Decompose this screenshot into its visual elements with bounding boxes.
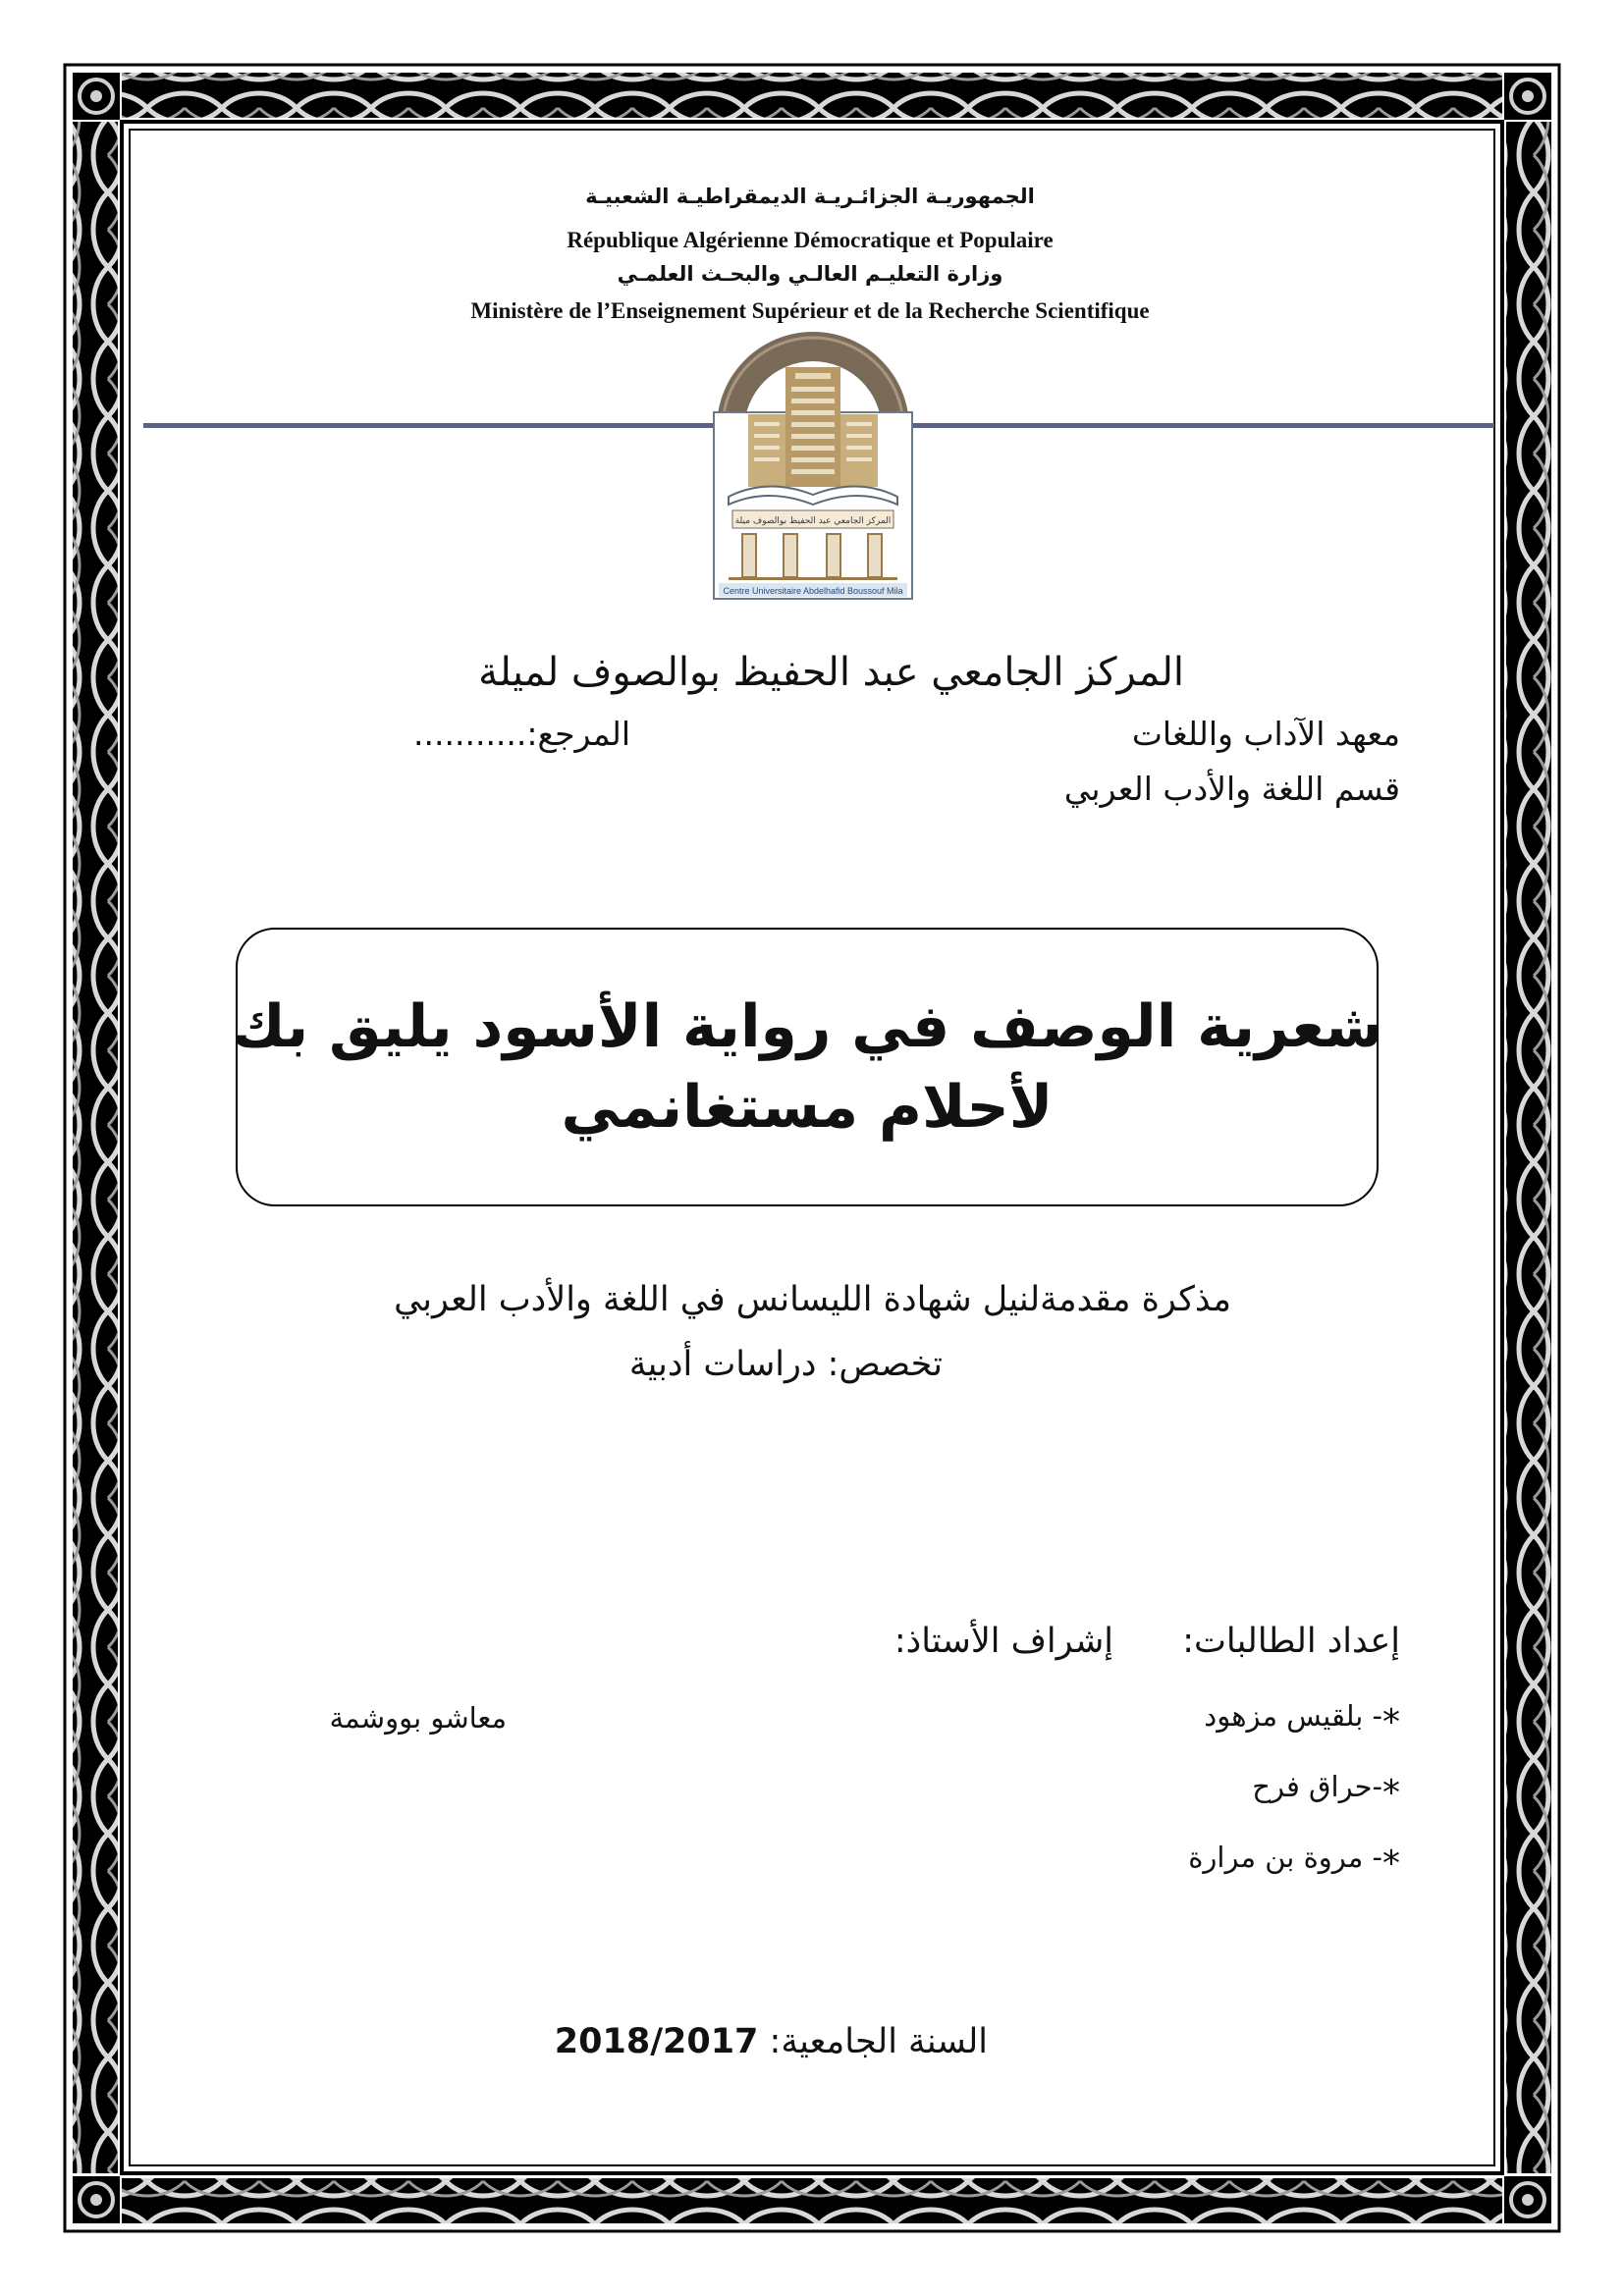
degree-description: مذكرة مقدمةلنيل شهادة الليسانس في اللغة والأدب العربي (394, 1280, 1231, 1319)
reference-number: المرجع:........... (413, 715, 630, 753)
ministry-french: Ministère de l’Enseignement Supérieur et de la Recherche Scientifique (470, 298, 1150, 323)
student-bullet: * (1382, 1702, 1400, 1742)
university-logo (709, 320, 917, 603)
specialty: تخصص: دراسات أدبية (628, 1345, 943, 1384)
student-bullet: * (1382, 1843, 1400, 1884)
student-item (1188, 1836, 1400, 1884)
ministry-arabic: وزارة التعليـم العالـي والبحـث العلمـي (617, 262, 1003, 286)
header-divider-left (143, 423, 713, 428)
thesis-title-box (231, 928, 1383, 1206)
supervisor-name: معاشو بووشمة (329, 1701, 507, 1735)
student-item (1252, 1765, 1400, 1813)
academic-year-label: السنة الجامعية: (758, 2022, 988, 2061)
university-center-name: المركز الجامعي عبد الحفيظ بوالصوف لميلة (478, 650, 1184, 695)
corner-medallion-icon (1504, 73, 1551, 120)
header-divider-right (913, 423, 1494, 428)
student-name: - مروة بن مرارة (1188, 1841, 1382, 1874)
supervisor-label: إشراف الأستاذ: (893, 1622, 1113, 1661)
logo-latin-caption: Centre Universitaire Abdelhafid Boussouf Mila (723, 586, 903, 596)
republic-arabic: الجمهوريـة الجزائـريـة الديمقراطيـة الشعبيـة (585, 185, 1035, 208)
institute-name: معهد الآداب واللغات (1131, 715, 1400, 753)
academic-year (555, 2022, 988, 2061)
student-name: - بلقيس مزهود (1204, 1699, 1382, 1733)
student-item (1204, 1694, 1400, 1742)
department-name: قسم اللغة والأدب العربي (1063, 770, 1400, 808)
prepared-by-label: إعداد الطالبات: (1182, 1622, 1400, 1661)
student-bullet: * (1382, 1773, 1400, 1813)
corner-medallion-icon (73, 2176, 120, 2223)
corner-medallion-icon (73, 73, 120, 120)
logo-arabic-caption: المركز الجامعي عبد الحفيظ بوالصوف ميلة (734, 516, 892, 526)
republic-french: République Algérienne Démocratique et Populaire (567, 228, 1054, 252)
thesis-title-line-2: لأحلام مستغانمي (561, 1073, 1054, 1142)
student-name: -حراق فرح (1252, 1770, 1382, 1803)
thesis-title-line-1: شعرية الوصف في رواية الأسود يليق بك (231, 992, 1383, 1061)
corner-medallion-icon (1504, 2176, 1551, 2223)
academic-year-value: 2018/2017 (554, 2022, 759, 2061)
